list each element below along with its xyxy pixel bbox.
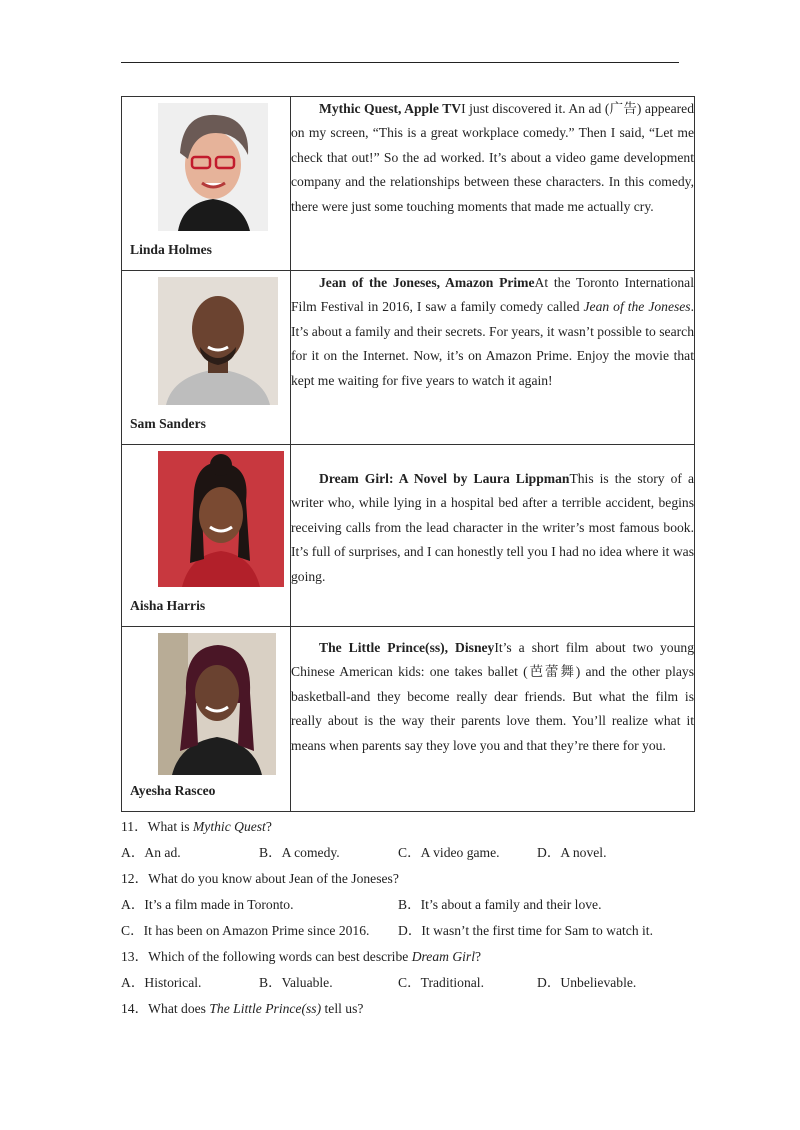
option-b[interactable]: B．A comedy. — [259, 845, 340, 860]
reviewer-name: Ayesha Rasceo — [130, 783, 216, 798]
question-13-options — [121, 970, 701, 996]
reviews-table — [121, 96, 695, 812]
option-a[interactable]: A．An ad. — [121, 845, 181, 860]
question-italic: The Little Prince(ss) — [209, 1001, 322, 1016]
review-body: This is the story of a writer who, while lying in a hospital bed after a terrible accident, begins receiving calls from the lead character in the writer’s most famous book. It’s full of surprises, and I can honestly tell you I had no idea where it was going. — [291, 471, 694, 584]
reviewer-cell — [122, 627, 291, 812]
question-italic: Dream Girl — [411, 949, 475, 964]
option-d[interactable]: D．A novel. — [537, 845, 607, 860]
reviewer-name: Linda Holmes — [130, 242, 212, 257]
questions-section — [121, 814, 701, 1022]
review-title: Dream Girl: A Novel by Laura Lippman — [319, 471, 570, 486]
option-a[interactable]: A．Historical. — [121, 975, 202, 990]
review-row — [122, 97, 695, 271]
header-rule — [121, 62, 679, 63]
option-d[interactable]: D．Unbelievable. — [537, 975, 637, 990]
review-title: Mythic Quest, Apple TV — [319, 101, 462, 116]
option-b[interactable]: B．It’s about a family and their love. — [398, 897, 602, 912]
question-text: ? — [265, 819, 272, 834]
question-text: tell us? — [321, 1001, 364, 1016]
review-body: I just discovered it. An ad (广告) appeared on my screen, “This is a great workplace comedy.” Then I said, “Let me check that out!” So the ad worked. It’s about a video game development company and the relationships between these characters. In this comedy, there were just some touching moments that made me actually cry. — [291, 101, 694, 214]
question-text: 11．What is — [121, 819, 193, 834]
reviewer-cell — [122, 445, 291, 627]
reviewer-cell — [122, 97, 291, 271]
question-12: 12．What do you know about Jean of the Joneses? — [121, 871, 399, 886]
question-text: 14．What does — [121, 1001, 210, 1016]
option-c[interactable]: C．Traditional. — [398, 975, 484, 990]
question-13 — [121, 944, 701, 970]
question-italic: Mythic Quest — [192, 819, 266, 834]
reviewer-name: Aisha Harris — [130, 598, 206, 613]
option-c[interactable]: C．It has been on Amazon Prime since 2016. — [121, 923, 370, 938]
linda-holmes-photo — [158, 103, 268, 231]
reviewer-cell — [122, 271, 291, 445]
review-title: Jean of the Joneses, Amazon Prime — [319, 275, 535, 290]
option-d[interactable]: D．It wasn’t the first time for Sam to watch it. — [398, 923, 653, 938]
question-text: 13．Which of the following words can best describe — [121, 949, 412, 964]
review-row — [122, 445, 695, 627]
option-a[interactable]: A．It’s a film made in Toronto. — [121, 897, 294, 912]
question-12-options — [121, 918, 701, 944]
review-row — [122, 271, 695, 445]
question-11-options — [121, 840, 701, 866]
aisha-harris-photo — [158, 451, 284, 587]
review-title: The Little Prince(ss), Disney — [319, 640, 495, 655]
review-text-cell — [291, 627, 695, 812]
review-italic-title: Jean of the Joneses — [583, 299, 691, 315]
question-14 — [121, 996, 701, 1022]
reviewer-name: Sam Sanders — [130, 416, 206, 431]
review-body: At the Toronto International Film Festival in 2016, I saw a family comedy called — [291, 275, 694, 315]
sam-sanders-photo — [158, 277, 278, 405]
review-body: It’s a short film about two young Chinese American kids: one takes ballet (芭蕾舞) and the other plays basketball-and they become really dear friends. But what the film is really about is the way their parents love them. You’ll realize what it means when parents say they love you and that they’re there for you. — [291, 640, 694, 753]
review-text-cell — [291, 97, 695, 271]
review-row — [122, 627, 695, 812]
option-b[interactable]: B．Valuable. — [259, 975, 333, 990]
question-text: ? — [475, 949, 482, 964]
review-body: . It’s about a family and their secrets. For years, it wasn’t possible to search for it on the Internet. Now, it’s on Amazon Prime. Enjoy the movie that kept me waiting for five years to watch it again! — [291, 299, 695, 388]
review-text-cell — [291, 445, 695, 627]
review-text-cell — [291, 271, 695, 445]
question-11 — [121, 814, 701, 840]
ayesha-rasceo-photo — [158, 633, 276, 775]
question-12-options — [121, 892, 701, 918]
option-c[interactable]: C．A video game. — [398, 845, 500, 860]
